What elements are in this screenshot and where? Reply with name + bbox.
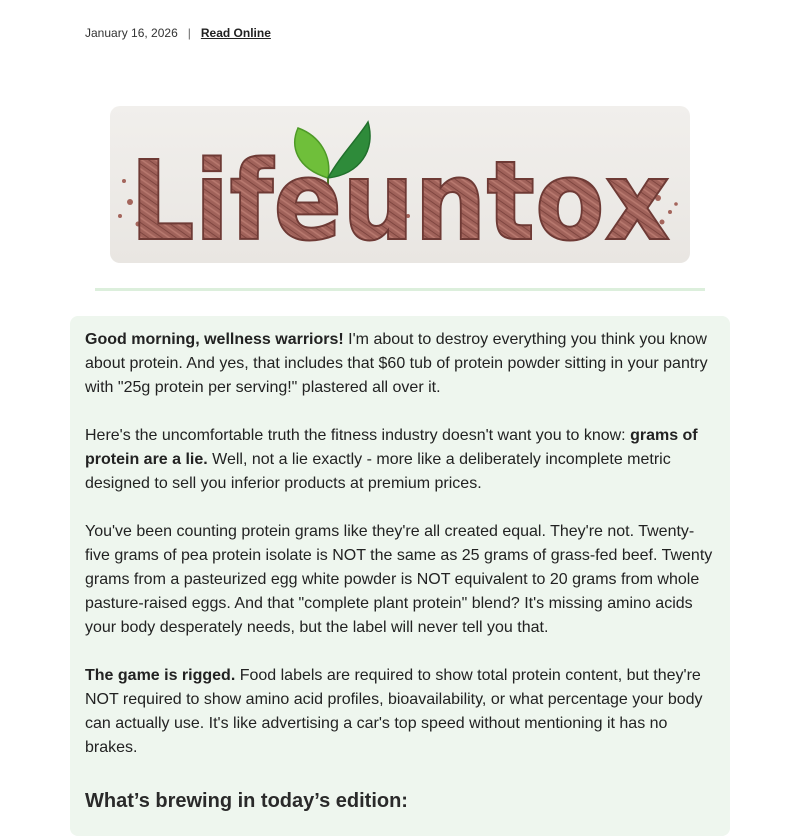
rigged-text: Food labels are required to show total protein content, but they're NOT required to show amino acid profiles, bioavailability, or what percentage your body can actually use. It's like advertising a car's top speed without mentioning it has no brakes.	[85, 667, 703, 756]
truth-text-before: Here's the uncomfortable truth the fitness industry doesn't want you to know:	[85, 427, 631, 444]
brand-logo-text: Lifeuntox	[130, 137, 670, 265]
section-heading: What’s brewing in today’s edition:	[85, 790, 408, 812]
content-card	[70, 316, 730, 836]
rigged-bold: The game is rigged.	[85, 667, 236, 684]
intro-text: I'm about to destroy everything you think you know about protein. And yes, that includes that $60 tub of protein powder sitting in your pantry with "25g protein per serving!" plastered all over it.	[85, 331, 708, 396]
article-body	[85, 328, 717, 814]
greeting-bold: Good morning, wellness warriors!	[85, 331, 344, 348]
meta-separator: |	[187, 26, 191, 40]
read-online-link[interactable]: Read Online	[200, 26, 271, 40]
truth-text-after: Well, not a lie exactly - more like a deliberately incomplete metric designed to sell you inferior products at premium prices.	[85, 451, 671, 492]
paragraph-counting: You've been counting protein grams like they're all created equal. They're not. Twenty-five grams of pea protein isolate is NOT the same as 25 grams of grass-fed beef. Twenty grams from a pasteurized egg white powder is NOT equivalent to 20 grams from whole pasture-raised eggs. And that "complete plant protein" blend? It's missing amino acids your body desperately needs, but the label will never tell you that.	[85, 523, 713, 636]
paragraph-truth	[85, 424, 717, 496]
brand-logo	[110, 106, 690, 263]
meta-bar	[85, 26, 271, 40]
paragraph-rigged	[85, 664, 717, 760]
paragraph-intro	[85, 328, 717, 400]
truth-bold: grams of protein are a lie.	[85, 427, 698, 468]
section-divider	[95, 288, 705, 291]
issue-date: January 16, 2026	[85, 26, 178, 40]
brand-banner	[110, 106, 690, 263]
